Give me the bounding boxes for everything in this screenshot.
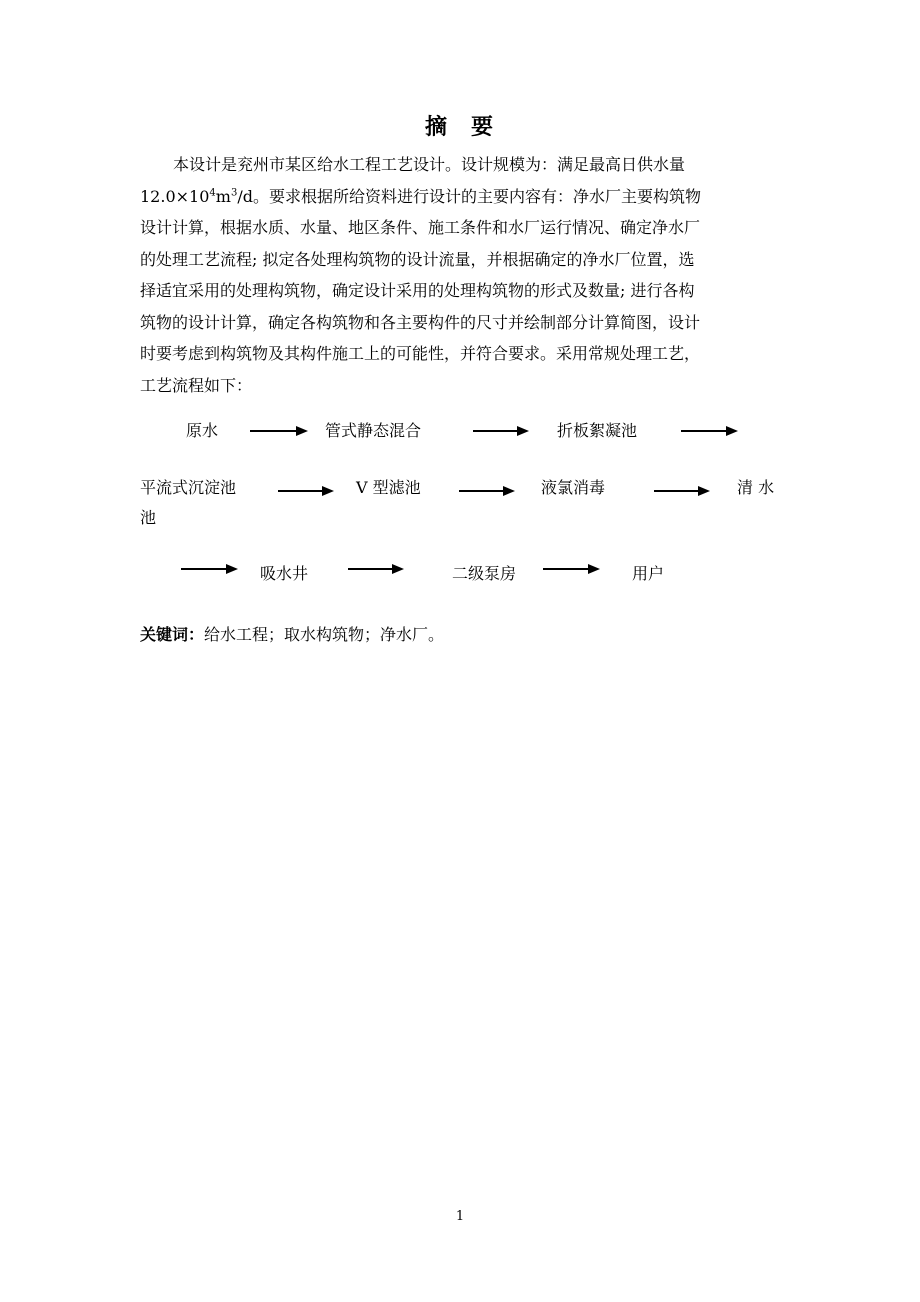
arrow-right-icon	[250, 426, 308, 436]
flow-step-clear-water-tank-wrap: 池	[140, 508, 157, 527]
flow-step-sedimentation-tank: 平流式沉淀池	[140, 478, 237, 497]
abstract-line-8: 工艺流程如下：	[140, 375, 253, 395]
abstract-line-2-rest: /d。要求根据所给资料进行设计的主要内容有：净水厂主要构筑物	[237, 186, 701, 206]
arrow-right-icon	[473, 426, 529, 436]
exponent-4: 4	[209, 187, 216, 199]
arrow-right-icon	[348, 564, 404, 574]
flow-step-users: 用户	[632, 564, 665, 583]
arrow-right-icon	[681, 426, 738, 436]
page-number: 1	[455, 1209, 465, 1224]
title-char-1: 摘	[424, 115, 449, 140]
keywords-line	[140, 622, 444, 645]
abstract-line-7: 时要考虑到构筑物及其构件施工上的可能性，并符合要求。采用常规处理工艺，	[140, 344, 701, 363]
flow-step-chlorine-disinfection: 液氯消毒	[541, 478, 606, 497]
title-char-2: 要	[471, 115, 496, 140]
page-title	[0, 110, 920, 141]
unit-m: m	[215, 186, 231, 206]
flow-step-suction-well: 吸水井	[260, 564, 309, 583]
arrow-right-icon	[543, 564, 600, 574]
abstract-line-1: 本设计是兖州市某区给水工程工艺设计。设计规模为：满足最高日供水量	[173, 155, 686, 174]
design-flow-number: 12.0×10	[140, 186, 210, 206]
flow-step-v-filter: V 型滤池	[356, 478, 421, 497]
flow-step-clear-water-tank: 清 水	[737, 478, 775, 497]
abstract-paragraph	[140, 149, 782, 401]
flow-step-static-mixer: 管式静态混合	[325, 421, 422, 440]
abstract-body	[140, 149, 782, 401]
arrow-right-icon	[181, 564, 238, 574]
exponent-3: 3	[230, 187, 238, 199]
arrow-right-icon	[459, 486, 515, 496]
keywords-text: 给水工程；取水构筑物；净水厂。	[204, 625, 445, 644]
flow-step-raw-water: 原水	[186, 421, 219, 440]
abstract-line-2	[140, 181, 782, 213]
abstract-line-6: 筑物的设计计算，确定各构筑物和各主要构件的尺寸并绘制部分计算简图，设计	[140, 312, 701, 332]
flow-step-flocculation-tank: 折板絮凝池	[557, 421, 638, 440]
arrow-right-icon	[654, 486, 710, 496]
flow-step-secondary-pump-house: 二级泵房	[452, 564, 517, 583]
abstract-line-5: 择适宜采用的处理构筑物，确定设计采用的处理构筑物的形式及数量; 进行各构	[140, 281, 695, 300]
abstract-line-4: 的处理工艺流程; 拟定各处理构筑物的设计流量，并根据确定的净水厂位置，选	[140, 249, 695, 269]
abstract-line-3: 设计计算，根据水质、水量、地区条件、施工条件和水厂运行情况、确定净水厂	[140, 218, 701, 237]
keywords-label: 关键词：	[140, 625, 205, 644]
arrow-right-icon	[278, 486, 334, 496]
